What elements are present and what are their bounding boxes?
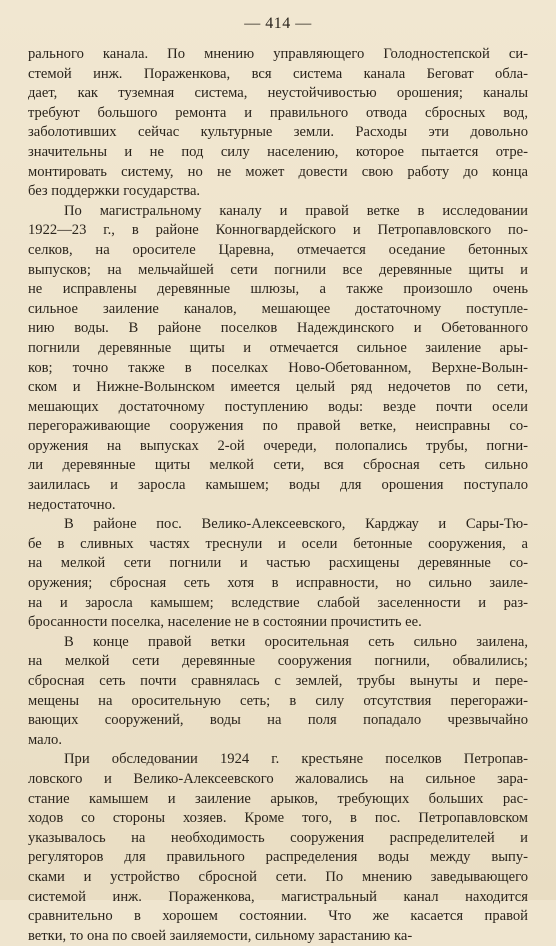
- text-line: сравнительно в хорошем состоянии. Что же касается правой: [28, 908, 528, 925]
- text-line: ли деревянные щиты мелкой сети, вся сбросная сеть сильно: [28, 457, 528, 474]
- text-line: В конце правой ветки оросительная сеть сильно заилена,: [64, 633, 528, 650]
- text-line: системой инж. Пораженкова, магистральный канал находится: [28, 888, 528, 905]
- text-line: ветки, то она по своей заиляемости, сильному зарастанию ка-: [28, 927, 413, 944]
- text-line: перегораживающие сооружения по правой ветке, неисправны со-: [28, 418, 528, 435]
- text-line: сбросная сеть почти сравнялась с землей, трубы вынуты и пере-: [28, 673, 528, 689]
- text-line: селков, на оросителе Царевна, отмечается оседание бетонных: [28, 241, 528, 258]
- text-line: мещены на оросительную сеть; в силу отсутствия перегоражи-: [28, 692, 528, 709]
- text-line: вающих сооружений, воды на поля попадало чрезвычайно: [28, 712, 528, 729]
- text-line: заболотивших сейчас культурные земли. Расходы эти довольно: [28, 124, 528, 141]
- text-line: В районе пос. Велико-Алексеевского, Карджау и Сары-Тю-: [64, 516, 528, 533]
- text-line: выпусков; на мельчайшей сети погнили все деревянные щиты и: [28, 261, 528, 278]
- text-line: ском и Нижне-Волынском имеется целый ряд недочетов по сети,: [28, 379, 528, 396]
- text-line: заилилась и заросла камышем; воды для орошения поступало: [28, 477, 528, 494]
- text-line: сками и устройство сбросной сети. По мнению заведывающего: [28, 868, 528, 885]
- paragraph: [28, 202, 528, 516]
- paragraph: [28, 750, 528, 946]
- text-line: на мелкой сети деревянные сооружения погнили, обвалились;: [28, 653, 528, 670]
- text-line: ходов со стороны хозяев. Кроме того, в пос. Петропавловском: [28, 810, 528, 827]
- text-line: стание камышем и заиление арыков, требующих больших рас-: [28, 790, 528, 807]
- page-number: — 414 —: [244, 15, 312, 32]
- text-line: 1922—23 г., в районе Конногвардейского и Петропавловского по-: [28, 222, 528, 239]
- text-line: недостаточно.: [28, 496, 116, 513]
- paragraph: [28, 515, 528, 633]
- page-body-text: [28, 45, 528, 946]
- text-line: ловского и Велико-Алексеевского жаловались на сильное зара-: [28, 770, 528, 787]
- text-line: погнили деревянные щиты и отмечается сильное заиление ары-: [28, 339, 528, 356]
- text-line: мешающих достаточному поступлению воды: везде почти осели: [28, 398, 528, 415]
- text-line: бе в сливных частях треснули и осели бетонные сооружения, а: [28, 535, 528, 552]
- text-line: сильное заиление каналов, мешающее достаточному поступле-: [28, 300, 528, 317]
- text-line: стемой инж. Пораженкова, вся система канала Беговат обла-: [28, 65, 528, 82]
- text-line: оружения на выпусках 2-ой очереди, полопались трубы, погни-: [28, 437, 528, 454]
- text-line: на мелкой сети погнили и частью расхищены деревянные со-: [28, 555, 528, 572]
- text-line: регуляторов для правильного распределения воды между выпу-: [28, 849, 528, 866]
- text-line: рального канала. По мнению управляющего Голодностепской си-: [28, 46, 528, 62]
- paragraph: [28, 633, 528, 751]
- text-line: мало.: [28, 731, 62, 748]
- text-line: оружения; сбросная сеть хотя в исправности, но сильно заиле-: [28, 575, 528, 592]
- text-line: бросанности поселка, население не в состоянии прочистить ее.: [28, 614, 422, 631]
- paragraph: [28, 45, 528, 202]
- text-line: дает, как туземная система, неустойчивостью орошения; каналы: [28, 85, 528, 102]
- text-line: По магистральному каналу и правой ветке в исследовании: [64, 202, 528, 219]
- text-line: без поддержки государства.: [28, 183, 201, 200]
- text-line: нию воды. В районе поселков Надеждинского и Обетованного: [28, 320, 528, 337]
- text-line: монтировать систему, но не может довести свою работу до конца: [28, 163, 528, 180]
- text-line: требуют большого ремонта и правильного отвода сбросных вод,: [28, 104, 528, 121]
- text-line: не исправлены деревянные шлюзы, а также произошло очень: [28, 281, 528, 298]
- text-line: значительны и не под силу населению, которое пытается отре-: [28, 143, 528, 160]
- text-line: ков; точно также в поселках Ново-Обетованном, Верхне-Волын-: [28, 359, 528, 376]
- text-line: При обследовании 1924 г. крестьяне поселков Петропав-: [64, 751, 528, 768]
- text-line: на и заросла камышем; вследствие слабой заселенности и раз-: [28, 594, 528, 611]
- text-line: указывалось на необходимость сооружения распределителей и: [28, 829, 528, 846]
